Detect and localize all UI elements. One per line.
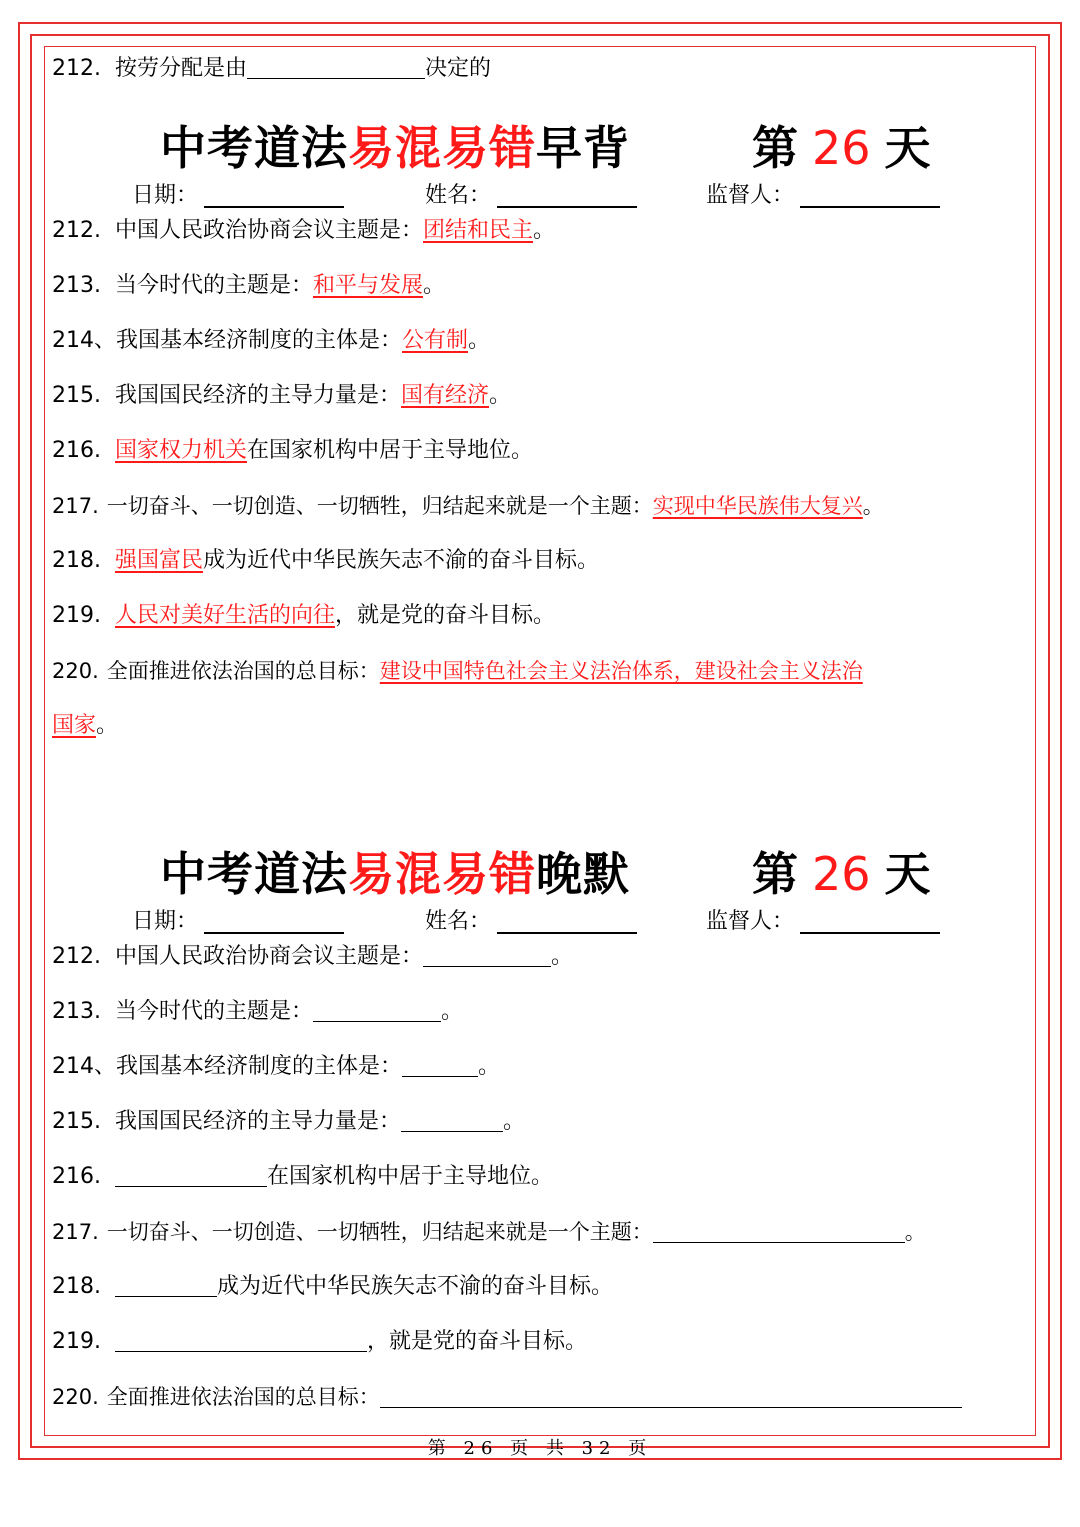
answer-blank[interactable] — [115, 1329, 367, 1352]
answer-blank[interactable] — [402, 1054, 478, 1077]
answer-blank[interactable] — [653, 1220, 905, 1243]
answer-blank[interactable] — [380, 1385, 962, 1408]
morning-item-219: 219. 人民对美好生活的向往，就是党的奋斗目标。 — [52, 603, 556, 628]
answer-blank[interactable] — [115, 1274, 217, 1297]
answer-blank[interactable] — [115, 1164, 267, 1187]
evening-item-216: 216. 在国家机构中居于主导地位。 — [52, 1164, 553, 1189]
morning-item-220-continued: 国家。 — [52, 713, 119, 738]
morning-item-214: 214、我国基本经济制度的主体是：公有制。 — [52, 328, 491, 353]
evening-item-213: 213. 当今时代的主题是： 。 — [52, 999, 464, 1024]
evening-supervisor-field[interactable]: 监督人： — [706, 904, 940, 935]
morning-title: 中考道法易混易错早背 — [160, 121, 630, 175]
evening-item-217: 217. 一切奋斗、一切创造、一切牺牲，归结起来就是一个主题： 。 — [52, 1220, 926, 1244]
answer-blank[interactable] — [313, 999, 441, 1022]
morning-item-213: 213. 当今时代的主题是：和平与发展。 — [52, 273, 446, 298]
top-question-212: 212. 按劳分配是由 决定的 — [52, 56, 492, 81]
evening-item-219: 219. ，就是党的奋斗目标。 — [52, 1329, 587, 1354]
evening-item-214: 214、我国基本经济制度的主体是： 。 — [52, 1054, 501, 1079]
answer-blank[interactable] — [247, 56, 425, 79]
evening-name-field[interactable]: 姓名： — [425, 904, 637, 935]
evening-item-212: 212. 中国人民政治协商会议主题是： 。 — [52, 944, 574, 969]
evening-item-220: 220. 全面推进依法治国的总目标： — [52, 1382, 962, 1412]
evening-date-field[interactable]: 日期： — [132, 904, 344, 935]
morning-item-215: 215. 我国国民经济的主导力量是：国有经济。 — [52, 383, 512, 408]
morning-item-220: 220. 全面推进依法治国的总目标：建设中国特色社会主义法治体系，建设社会主义法治 — [52, 659, 863, 683]
morning-item-218: 218. 强国富民成为近代中华民族矢志不渝的奋斗目标。 — [52, 548, 600, 573]
morning-date-field[interactable]: 日期： — [132, 178, 344, 209]
morning-item-217: 217. 一切奋斗、一切创造、一切牺牲，归结起来就是一个主题：实现中华民族伟大复兴。 — [52, 494, 884, 518]
morning-supervisor-field[interactable]: 监督人： — [706, 178, 940, 209]
morning-item-212: 212. 中国人民政治协商会议主题是：团结和民主。 — [52, 218, 556, 243]
evening-item-215: 215. 我国国民经济的主导力量是： 。 — [52, 1109, 526, 1134]
evening-item-218: 218. 成为近代中华民族矢志不渝的奋斗目标。 — [52, 1274, 613, 1299]
page-footer: 第 26 页 共 32 页 — [427, 1438, 653, 1459]
evening-day-label: 第 26 天 — [752, 847, 931, 901]
evening-title: 中考道法易混易错晚默 — [160, 847, 630, 901]
morning-item-216: 216. 国家权力机关在国家机构中居于主导地位。 — [52, 438, 534, 463]
morning-day-label: 第 26 天 — [752, 121, 931, 175]
morning-name-field[interactable]: 姓名： — [425, 178, 637, 209]
answer-blank[interactable] — [401, 1109, 503, 1132]
answer-blank[interactable] — [423, 944, 551, 967]
